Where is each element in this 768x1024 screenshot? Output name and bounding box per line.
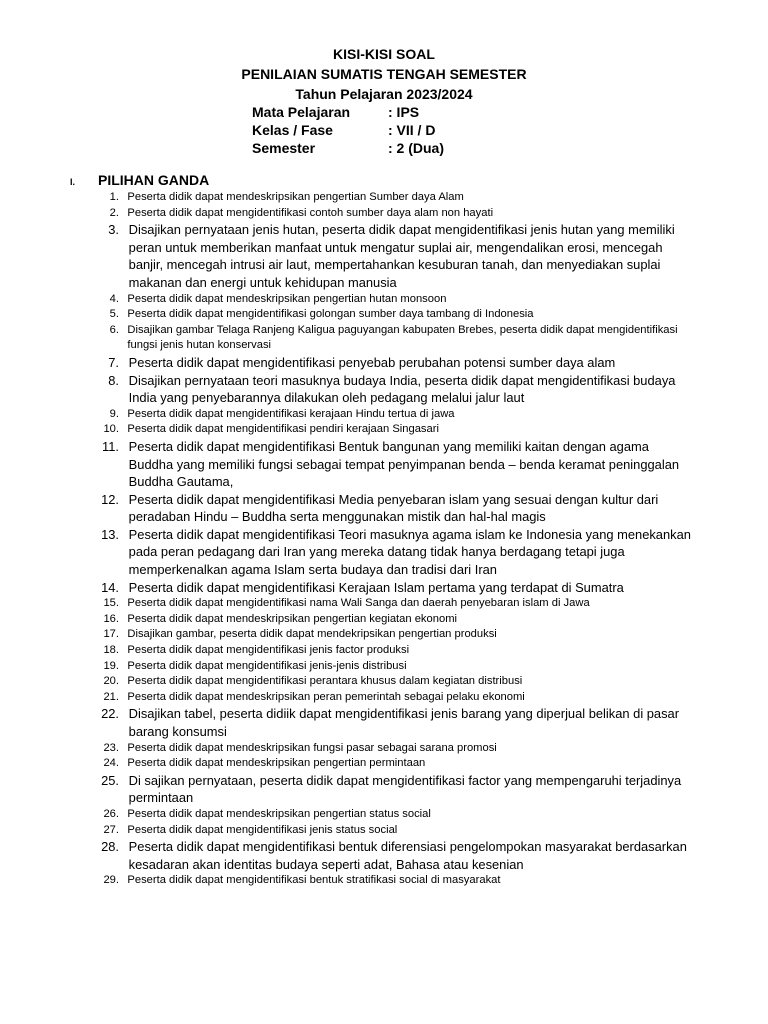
item-text: Peserta didik dapat mengidentifikasi Bentuk bangunan yang memiliki kaitan dengan agama Buddha yang memiliki fungsi sebagai tempat penyimpanan benda – benda keramat peninggalan Buddha Gautama, bbox=[128, 438, 680, 490]
list-item bbox=[96, 206, 696, 222]
item-number: 22. bbox=[101, 706, 119, 722]
item-text: Peserta didik dapat mendeskripsikan pengertian status social bbox=[127, 807, 431, 820]
document-header bbox=[0, 44, 768, 104]
item-number: 28. bbox=[101, 839, 119, 855]
item-text: Disajikan pernyataan jenis hutan, peserta didik dapat mengidentifikasi jenis hutan yang memiliki peran untuk memberikan manfaat untuk mengatur suplai air, mengendalikan erosi, mencegah banjir, mencegah intrusi air laut, mempertahankan kesuburan tanah, dan menyediakan suplai makanan dan energi untuk kehidupan manusia bbox=[128, 222, 675, 290]
item-number: 9. bbox=[109, 407, 119, 420]
list-item bbox=[96, 838, 696, 873]
item-number: 20. bbox=[103, 675, 119, 688]
item-text: Peserta didik dapat mengidentifikasi Kerajaan Islam pertama yang terdapat di Sumatra bbox=[128, 579, 624, 595]
item-number: 25. bbox=[101, 772, 119, 788]
item-text: Peserta didik dapat mengidentifikasi pendiri kerajaan Singasari bbox=[127, 423, 439, 436]
list-item bbox=[96, 579, 696, 597]
list-item bbox=[96, 690, 696, 706]
meta-row-subject bbox=[252, 103, 444, 121]
list-item bbox=[96, 659, 696, 675]
item-text: Peserta didik dapat mengidentifikasi jenis status social bbox=[127, 823, 398, 836]
item-text: Disajikan gambar Telaga Ranjeng Kaligua paguyangan kabupaten Brebes, peserta didik dapat mengidentifikasi fungsi jenis hutan konservasi bbox=[127, 323, 678, 352]
item-text: Disajikan tabel, peserta didiik dapat mengidentifikasi jenis barang yang diperjual belikan di pasar barang konsumsi bbox=[128, 706, 680, 739]
item-number: 19. bbox=[103, 659, 119, 672]
section-heading bbox=[70, 172, 209, 192]
list-item bbox=[96, 307, 696, 323]
item-text: Peserta didik dapat mendeskripsikan pengertian Sumber daya Alam bbox=[127, 191, 464, 203]
item-number: 21. bbox=[103, 690, 119, 703]
item-number: 7. bbox=[108, 354, 119, 370]
doc-subtitle: PENILAIAN SUMATIS TENGAH SEMESTER bbox=[241, 66, 527, 82]
list-item bbox=[96, 354, 696, 372]
list-item bbox=[96, 438, 696, 491]
item-number: 2. bbox=[109, 206, 119, 219]
item-number: 8. bbox=[108, 372, 119, 388]
item-number: 10. bbox=[103, 423, 119, 436]
item-text: Peserta didik dapat mengidentifikasi jenis factor produksi bbox=[127, 644, 410, 657]
item-text: Peserta didik dapat mendeskripsikan peran pemerintah sebagai pelaku ekonomi bbox=[127, 690, 525, 703]
item-number: 29. bbox=[103, 874, 119, 887]
meta-value: : VII / D bbox=[388, 122, 436, 138]
item-text: Disajikan gambar, peserta didik dapat mendekripsikan pengertian produksi bbox=[127, 628, 497, 641]
item-number: 1. bbox=[109, 191, 119, 203]
item-text: Peserta didik dapat mengidentifikasi golongan sumber daya tambang di Indonesia bbox=[127, 308, 534, 321]
list-item bbox=[96, 596, 696, 612]
list-item bbox=[96, 807, 696, 823]
item-text: Peserta didik dapat mengidentifikasi penyebab perubahan potensi sumber daya alam bbox=[128, 354, 616, 370]
item-number: 17. bbox=[103, 628, 119, 641]
item-text: Di sajikan pernyataan, peserta didik dapat mengidentifikasi factor yang mempengaruhi terjadinya permintaan bbox=[128, 772, 682, 806]
item-text: Peserta didik dapat mendeskripsikan fungsi pasar sebagai sarana promosi bbox=[127, 741, 497, 754]
item-number: 3. bbox=[108, 222, 119, 238]
meta-key: Semester bbox=[252, 140, 316, 156]
meta-value: : 2 (Dua) bbox=[388, 140, 444, 156]
item-number: 13. bbox=[101, 526, 119, 542]
item-number: 24. bbox=[103, 757, 119, 770]
list-item bbox=[96, 323, 696, 354]
list-item bbox=[96, 372, 696, 407]
item-text: Peserta didik dapat mengidentifikasi bentuk stratifikasi social di masyarakat bbox=[127, 874, 501, 887]
meta-value: : IPS bbox=[388, 104, 420, 120]
item-number: 6. bbox=[109, 323, 119, 336]
section-title: PILIHAN GANDA bbox=[98, 172, 210, 188]
item-number: 23. bbox=[103, 741, 119, 754]
item-number: 14. bbox=[101, 579, 119, 595]
meta-key: Mata Pelajaran bbox=[252, 104, 351, 120]
list-item bbox=[96, 741, 696, 757]
item-text: Peserta didik dapat mengidentifikasi contoh sumber daya alam non hayati bbox=[127, 206, 494, 219]
section-number: I. bbox=[70, 177, 76, 187]
list-item bbox=[96, 823, 696, 839]
doc-year: Tahun Pelajaran 2023/2024 bbox=[295, 86, 473, 102]
meta-key: Kelas / Fase bbox=[252, 122, 333, 138]
list-item bbox=[96, 772, 696, 807]
item-number: 16. bbox=[103, 612, 119, 625]
item-number: 11. bbox=[102, 438, 119, 454]
item-text: Peserta didik dapat mengidentifikasi Media penyebaran islam yang sesuai dengan kultur dari peradaban Hindu – Buddha serta menggunakan mistik dan hal-hal magis bbox=[128, 491, 659, 525]
item-text: Peserta didik dapat mendeskripsikan pengertian permintaan bbox=[127, 757, 426, 770]
item-number: 12. bbox=[101, 491, 119, 507]
meta-info bbox=[252, 103, 444, 157]
item-number: 4. bbox=[109, 292, 119, 305]
list-item bbox=[96, 756, 696, 772]
list-item bbox=[96, 873, 696, 889]
item-text: Peserta didik dapat mengidentifikasi bentuk diferensiasi pengelompokan masyarakat berdasarkan kesadaran akan identitas budaya seperti adat, Bahasa atau kesenian bbox=[128, 839, 687, 872]
list-item bbox=[96, 221, 696, 291]
item-number: 15. bbox=[103, 597, 119, 610]
meta-row-semester bbox=[252, 139, 444, 157]
list-item bbox=[96, 526, 696, 579]
list-item bbox=[96, 705, 696, 740]
item-text: Peserta didik dapat mendeskripsikan pengertian hutan monsoon bbox=[127, 292, 447, 305]
list-item bbox=[96, 407, 696, 423]
item-text: Peserta didik dapat mengidentifikasi kerajaan Hindu tertua di jawa bbox=[127, 407, 455, 420]
item-text: Peserta didik dapat mengidentifikasi perantara khusus dalam kegiatan distribusi bbox=[127, 675, 523, 688]
list-item bbox=[96, 491, 696, 526]
question-list bbox=[96, 190, 696, 889]
list-item bbox=[96, 612, 696, 628]
list-item bbox=[96, 627, 696, 643]
item-number: 18. bbox=[103, 644, 119, 657]
list-item bbox=[96, 292, 696, 308]
item-text: Peserta didik dapat mengidentifikasi jenis-jenis distribusi bbox=[127, 659, 407, 672]
item-text: Peserta didik dapat mendeskripsikan pengertian kegiatan ekonomi bbox=[127, 612, 458, 625]
list-item bbox=[96, 674, 696, 690]
list-item bbox=[96, 643, 696, 659]
list-item bbox=[96, 190, 696, 206]
doc-title: KISI-KISI SOAL bbox=[333, 46, 435, 62]
item-number: 27. bbox=[103, 823, 119, 836]
meta-row-class bbox=[252, 121, 444, 139]
item-number: 26. bbox=[103, 807, 119, 820]
item-text: Disajikan pernyataan teori masuknya budaya India, peserta didik dapat mengidentifikasi budaya India yang penyebarannya dilakukan oleh pedagang melalui jalur laut bbox=[128, 372, 676, 406]
list-item bbox=[96, 422, 696, 438]
item-number: 5. bbox=[109, 308, 119, 321]
item-text: Peserta didik dapat mengidentifikasi Teori masuknya agama islam ke Indonesia yang menekankan pada peran pedagang dari Iran yang mereka datang tidak hanya berdagang tetapi juga memperkenalkan agama Islam serta budaya dan tradisi dari Iran bbox=[128, 526, 691, 578]
item-text: Peserta didik dapat mengidentifikasi nama Wali Sanga dan daerah penyebaran islam di Jawa bbox=[127, 597, 590, 610]
